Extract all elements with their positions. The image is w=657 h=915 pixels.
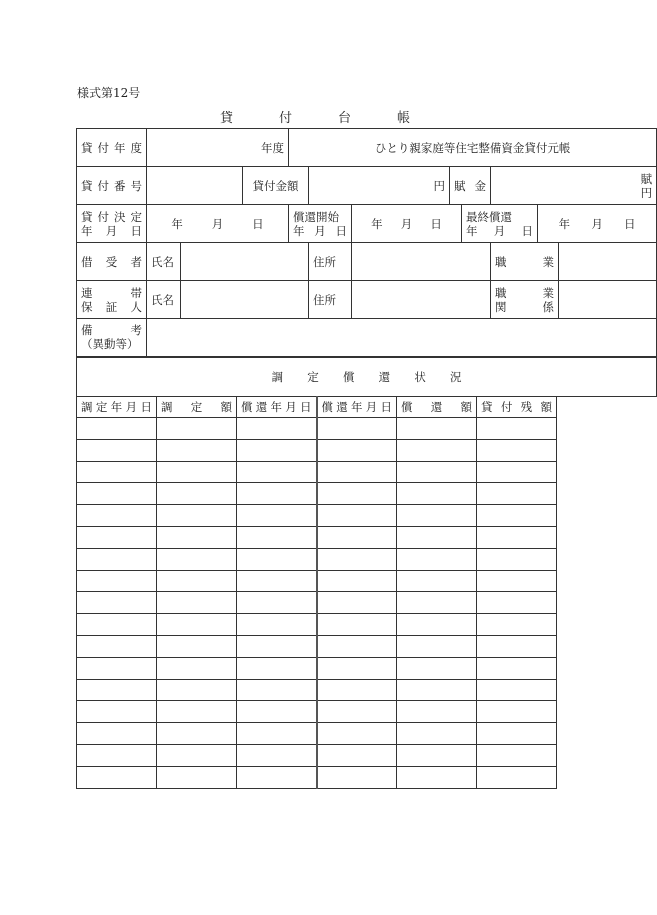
- history-cell[interactable]: [397, 592, 477, 614]
- history-row: [77, 657, 557, 679]
- history-cell[interactable]: [77, 505, 157, 527]
- installment-field[interactable]: 賦 円: [491, 167, 657, 205]
- borrower-label: 借 受 者: [77, 243, 147, 281]
- history-cell[interactable]: [157, 418, 237, 440]
- history-cell[interactable]: [157, 483, 237, 505]
- history-cell[interactable]: [77, 744, 157, 766]
- decision-date-field[interactable]: 年 月 日: [147, 205, 289, 243]
- history-row: [77, 679, 557, 701]
- history-cell[interactable]: [477, 679, 557, 701]
- history-row: [77, 766, 557, 788]
- loan-year-row: [77, 129, 657, 167]
- history-cell[interactable]: [477, 766, 557, 788]
- history-cell[interactable]: [77, 461, 157, 483]
- history-cell[interactable]: [317, 701, 397, 723]
- history-cell[interactable]: [157, 592, 237, 614]
- history-cell[interactable]: [237, 418, 317, 440]
- history-cell[interactable]: [237, 483, 317, 505]
- history-cell[interactable]: [477, 614, 557, 636]
- loan-year-field[interactable]: 年度: [147, 129, 289, 167]
- history-row: [77, 505, 557, 527]
- history-cell[interactable]: [237, 614, 317, 636]
- history-cell[interactable]: [317, 526, 397, 548]
- occupation-label: 職 業: [491, 243, 559, 281]
- history-cell[interactable]: [317, 505, 397, 527]
- history-cell[interactable]: [397, 723, 477, 745]
- history-cell[interactable]: [317, 592, 397, 614]
- title-char: 貸: [220, 111, 234, 126]
- title-char: 帳: [396, 111, 410, 126]
- history-cell[interactable]: [317, 635, 397, 657]
- address-label: 住所: [309, 243, 352, 281]
- remarks-label: 備 考 （異動等）: [77, 319, 147, 357]
- history-row: [77, 483, 557, 505]
- history-cell[interactable]: [477, 701, 557, 723]
- history-cell[interactable]: [237, 635, 317, 657]
- history-cell[interactable]: [237, 679, 317, 701]
- guarantor-row: [77, 281, 657, 319]
- history-cell[interactable]: [157, 505, 237, 527]
- history-cell[interactable]: [477, 657, 557, 679]
- history-cell[interactable]: [397, 526, 477, 548]
- history-cell[interactable]: [397, 505, 477, 527]
- history-row: [77, 461, 557, 483]
- loan-amount-label: 貸付金額: [243, 167, 309, 205]
- history-cell[interactable]: [477, 635, 557, 657]
- history-cell[interactable]: [77, 526, 157, 548]
- address-label: 住所: [309, 281, 352, 319]
- history-cell[interactable]: [477, 744, 557, 766]
- history-row: [77, 744, 557, 766]
- history-cell[interactable]: [317, 461, 397, 483]
- history-cell[interactable]: [77, 766, 157, 788]
- history-cell[interactable]: [317, 744, 397, 766]
- guarantor-occupation-field[interactable]: [559, 281, 657, 319]
- history-cell[interactable]: [157, 635, 237, 657]
- history-cell[interactable]: [317, 679, 397, 701]
- history-cell[interactable]: [317, 439, 397, 461]
- history-cell[interactable]: [317, 570, 397, 592]
- borrower-occupation-field[interactable]: [559, 243, 657, 281]
- history-cell[interactable]: [237, 439, 317, 461]
- history-row: [77, 570, 557, 592]
- history-cell[interactable]: [397, 701, 477, 723]
- history-cell[interactable]: [397, 679, 477, 701]
- history-cell[interactable]: [317, 614, 397, 636]
- history-row: [77, 439, 557, 461]
- header-loan-balance: 貸 付 残 額: [477, 397, 557, 418]
- ledger-info-table: [76, 128, 657, 397]
- history-cell[interactable]: [237, 766, 317, 788]
- history-row: [77, 526, 557, 548]
- history-cell[interactable]: [397, 635, 477, 657]
- history-cell[interactable]: [397, 418, 477, 440]
- history-cell[interactable]: [397, 461, 477, 483]
- history-cell[interactable]: [77, 570, 157, 592]
- history-cell[interactable]: [237, 592, 317, 614]
- history-cell[interactable]: [477, 439, 557, 461]
- history-cell[interactable]: [77, 614, 157, 636]
- final-repay-label: 最終償還 年 月 日: [462, 205, 538, 243]
- repayment-history-table: [76, 396, 557, 789]
- history-cell[interactable]: [317, 548, 397, 570]
- history-cell[interactable]: [157, 657, 237, 679]
- history-cell[interactable]: [477, 526, 557, 548]
- history-cell[interactable]: [477, 592, 557, 614]
- borrower-row: [77, 243, 657, 281]
- history-row: [77, 635, 557, 657]
- history-cell[interactable]: [77, 418, 157, 440]
- history-cell[interactable]: [157, 526, 237, 548]
- history-row: [77, 418, 557, 440]
- history-cell[interactable]: [77, 548, 157, 570]
- history-cell[interactable]: [157, 570, 237, 592]
- header-assessment-amount: 調 定 額: [157, 397, 237, 418]
- history-cell[interactable]: [237, 526, 317, 548]
- loan-year-label: 貸 付 年 度: [77, 129, 147, 167]
- repay-start-label: 償還開始 年 月 日: [289, 205, 352, 243]
- decision-date-label: 貸 付 決 定 年 月 日: [77, 205, 147, 243]
- history-cell[interactable]: [157, 766, 237, 788]
- header-repayment-date: 償 還 年 月 日: [317, 397, 397, 418]
- history-cell[interactable]: [477, 483, 557, 505]
- title-char: 台: [337, 111, 351, 126]
- name-label: 氏名: [147, 281, 181, 319]
- history-cell[interactable]: [77, 657, 157, 679]
- history-cell[interactable]: [237, 505, 317, 527]
- decision-date-row: [77, 205, 657, 243]
- history-cell[interactable]: [157, 548, 237, 570]
- final-repay-field[interactable]: 年 月 日: [538, 205, 657, 243]
- loan-number-row: [77, 167, 657, 205]
- history-cell[interactable]: [317, 418, 397, 440]
- history-cell[interactable]: [397, 570, 477, 592]
- history-title-row: [77, 357, 657, 397]
- history-rows: [77, 418, 557, 789]
- repay-start-field[interactable]: 年 月 日: [352, 205, 462, 243]
- history-row: [77, 592, 557, 614]
- title-char: 付: [278, 111, 292, 126]
- borrower-address-field[interactable]: [352, 243, 491, 281]
- guarantor-name-field[interactable]: [181, 281, 309, 319]
- history-cell[interactable]: [77, 679, 157, 701]
- history-cell[interactable]: [317, 657, 397, 679]
- borrower-name-field[interactable]: [181, 243, 309, 281]
- history-cell[interactable]: [477, 548, 557, 570]
- header-assessment-date: 調 定 年 月 日: [77, 397, 157, 418]
- history-cell[interactable]: [157, 723, 237, 745]
- guarantor-address-field[interactable]: [352, 281, 491, 319]
- form-number: 様式第12号: [77, 86, 141, 100]
- history-row: [77, 701, 557, 723]
- history-cell[interactable]: [477, 505, 557, 527]
- history-cell[interactable]: [397, 766, 477, 788]
- history-cell[interactable]: [477, 418, 557, 440]
- history-cell[interactable]: [237, 657, 317, 679]
- history-cell[interactable]: [157, 461, 237, 483]
- history-cell[interactable]: [77, 592, 157, 614]
- history-cell[interactable]: [317, 766, 397, 788]
- header-repayment-amount: 償 還 額: [397, 397, 477, 418]
- history-cell[interactable]: [397, 439, 477, 461]
- history-cell[interactable]: [237, 723, 317, 745]
- history-cell[interactable]: [157, 744, 237, 766]
- page-title: [220, 107, 410, 126]
- occupation-relation-label: 職 業 関 係: [491, 281, 559, 319]
- guarantor-label: 連 帯 保 証 人: [77, 281, 147, 319]
- history-cell[interactable]: [317, 483, 397, 505]
- history-header-row: [77, 397, 557, 418]
- history-row: [77, 723, 557, 745]
- header-repayment-date: 償 還 年 月 日: [237, 397, 317, 418]
- history-cell[interactable]: [237, 548, 317, 570]
- history-row: [77, 548, 557, 570]
- history-cell[interactable]: [397, 744, 477, 766]
- history-cell[interactable]: [77, 635, 157, 657]
- history-cell[interactable]: [157, 679, 237, 701]
- history-cell[interactable]: [237, 461, 317, 483]
- history-cell[interactable]: [477, 570, 557, 592]
- loan-number-field[interactable]: [147, 167, 243, 205]
- installment-label: 賦 金: [450, 167, 491, 205]
- ledger-name: ひとり親家庭等住宅整備資金貸付元帳: [289, 129, 657, 167]
- history-cell[interactable]: [477, 461, 557, 483]
- history-row: [77, 614, 557, 636]
- history-cell[interactable]: [77, 483, 157, 505]
- remarks-field[interactable]: [147, 319, 657, 357]
- history-cell[interactable]: [157, 614, 237, 636]
- loan-number-label: 貸 付 番 号: [77, 167, 147, 205]
- history-cell[interactable]: [317, 723, 397, 745]
- history-cell[interactable]: [477, 723, 557, 745]
- history-cell[interactable]: [77, 723, 157, 745]
- name-label: 氏名: [147, 243, 181, 281]
- history-cell[interactable]: [157, 701, 237, 723]
- loan-amount-field[interactable]: 円: [309, 167, 450, 205]
- history-cell[interactable]: [397, 548, 477, 570]
- remarks-row: [77, 319, 657, 357]
- history-cell[interactable]: [157, 439, 237, 461]
- history-cell[interactable]: [77, 439, 157, 461]
- history-title: 調 定 償 還 状 況: [77, 357, 657, 397]
- history-cell[interactable]: [237, 570, 317, 592]
- history-cell[interactable]: [397, 614, 477, 636]
- history-cell[interactable]: [237, 701, 317, 723]
- history-cell[interactable]: [237, 744, 317, 766]
- history-cell[interactable]: [397, 657, 477, 679]
- history-cell[interactable]: [397, 483, 477, 505]
- history-cell[interactable]: [77, 701, 157, 723]
